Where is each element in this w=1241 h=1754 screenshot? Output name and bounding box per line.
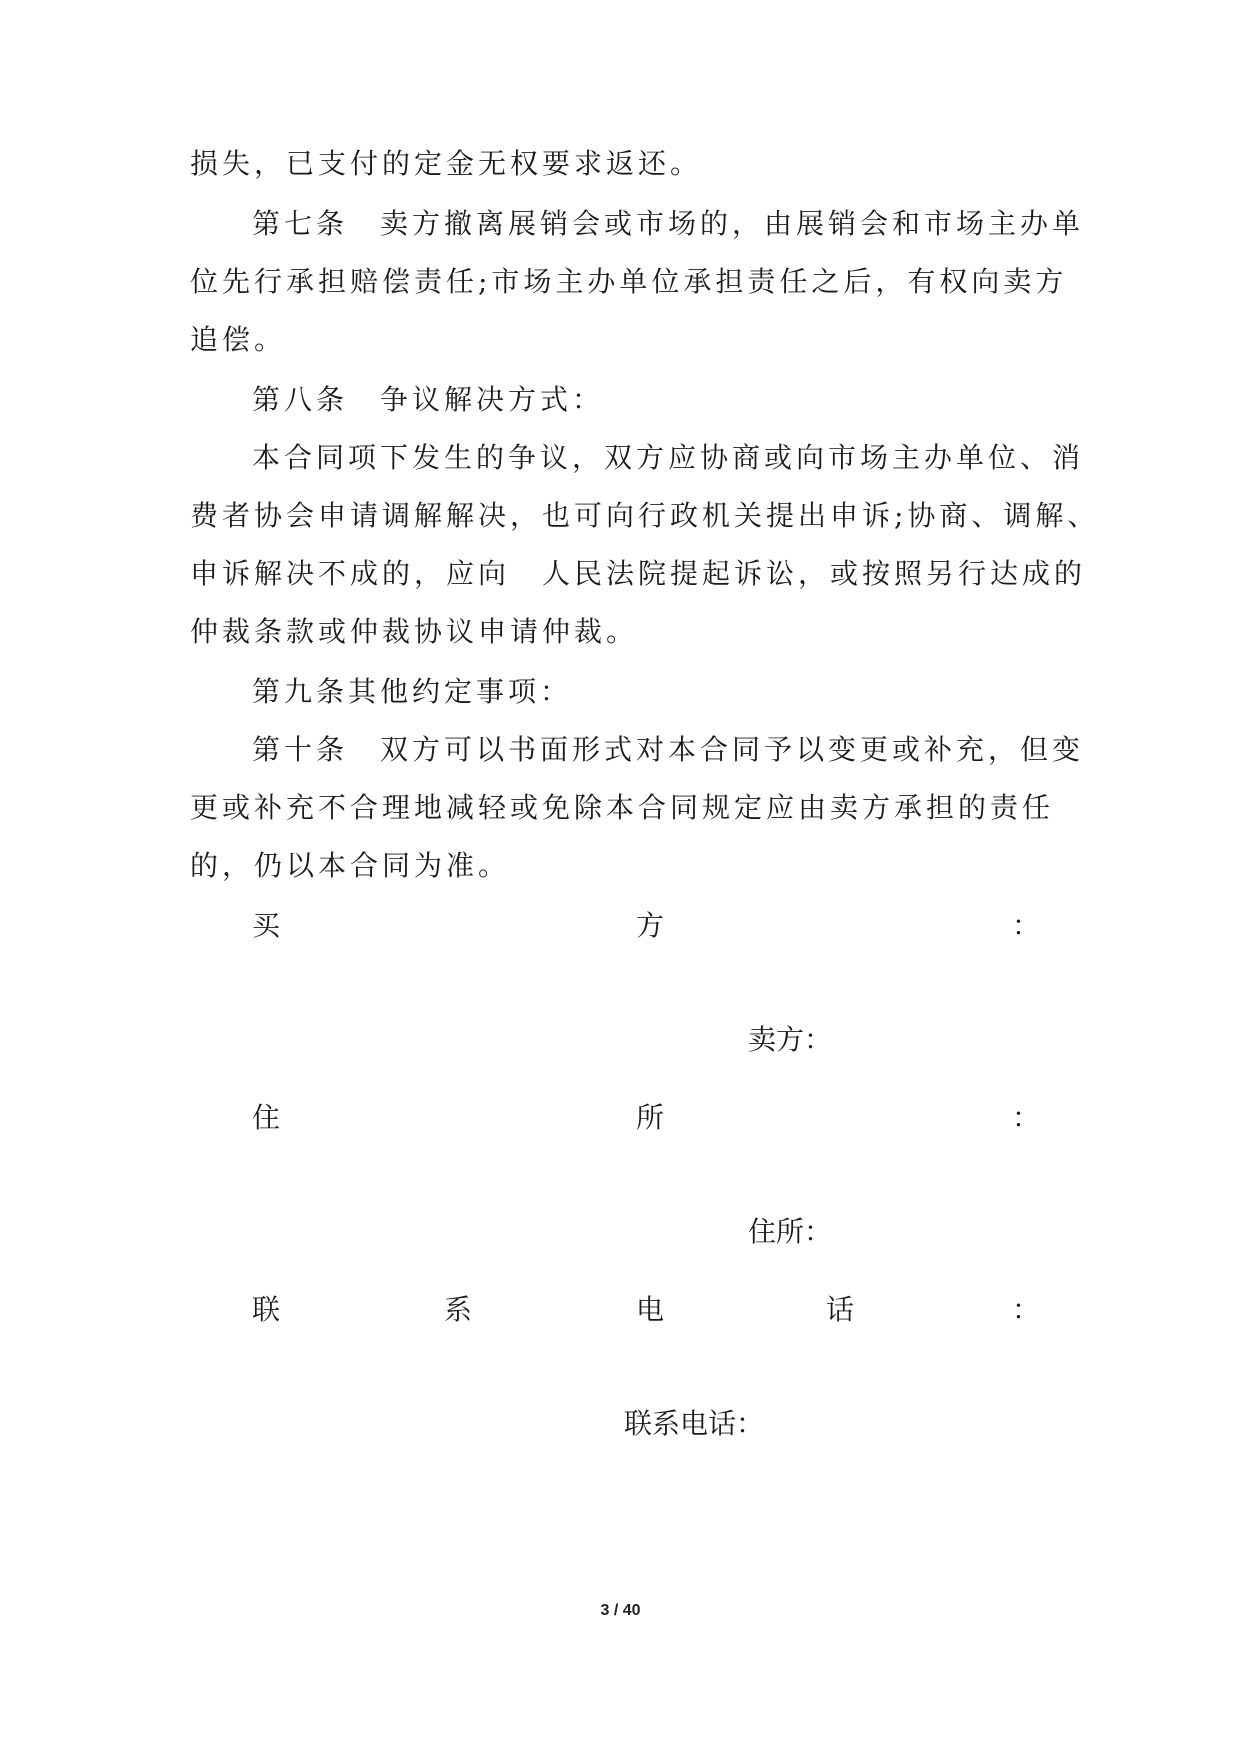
paragraph-line: 追偿。 — [190, 323, 287, 356]
paragraph-line: 申诉解决不成的，应向 人民法院提起诉讼，或按照另行达成的 — [190, 557, 1087, 590]
article-9-heading: 第九条其他约定事项： — [252, 675, 573, 708]
article-10-line: 第十条 双方可以书面形式对本合同予以变更或补充，但变 — [252, 733, 1085, 766]
paragraph-line: 更或补充不合理地减轻或免除本合同规定应由卖方承担的责任 — [190, 791, 1055, 824]
seller-phone-label: 联系电话： — [624, 1407, 765, 1440]
seller-address-label: 住所： — [748, 1215, 833, 1248]
phone-label-char-3: 电 — [636, 1293, 665, 1326]
buyer-label-char-2: 方 — [636, 909, 665, 942]
article-7-line: 第七条 卖方撤离展销会或市场的，由展销会和市场主办单 — [252, 207, 1085, 240]
paragraph-line: 的，仍以本合同为准。 — [190, 849, 511, 882]
buyer-label-char-1: 买 — [252, 909, 281, 942]
phone-label-char-2: 系 — [444, 1293, 473, 1326]
phone-label-colon: ： — [1012, 1293, 1041, 1326]
address-label-char-1: 住 — [252, 1101, 281, 1134]
paragraph-line: 损失，已支付的定金无权要求返还。 — [190, 147, 703, 180]
page-number: 3 / 40 — [600, 1602, 641, 1619]
address-label-colon: ： — [1012, 1101, 1041, 1134]
phone-label-char-1: 联 — [252, 1293, 281, 1326]
buyer-label-colon: ： — [1012, 909, 1041, 942]
paragraph-line: 本合同项下发生的争议，双方应协商或向市场主办单位、消 — [252, 441, 1085, 474]
phone-label-char-4: 话 — [826, 1293, 855, 1326]
address-label-char-2: 所 — [636, 1101, 665, 1134]
paragraph-line: 费者协会申请调解解决，也可向行政机关提出申诉;协商、调解、 — [190, 499, 1100, 532]
article-8-heading: 第八条 争议解决方式： — [252, 383, 605, 416]
paragraph-line: 仲裁条款或仲裁协议申请仲裁。 — [190, 615, 639, 648]
seller-label: 卖方： — [748, 1023, 833, 1056]
paragraph-line: 位先行承担赔偿责任;市场主办单位承担责任之后，有权向卖方 — [190, 265, 1068, 298]
